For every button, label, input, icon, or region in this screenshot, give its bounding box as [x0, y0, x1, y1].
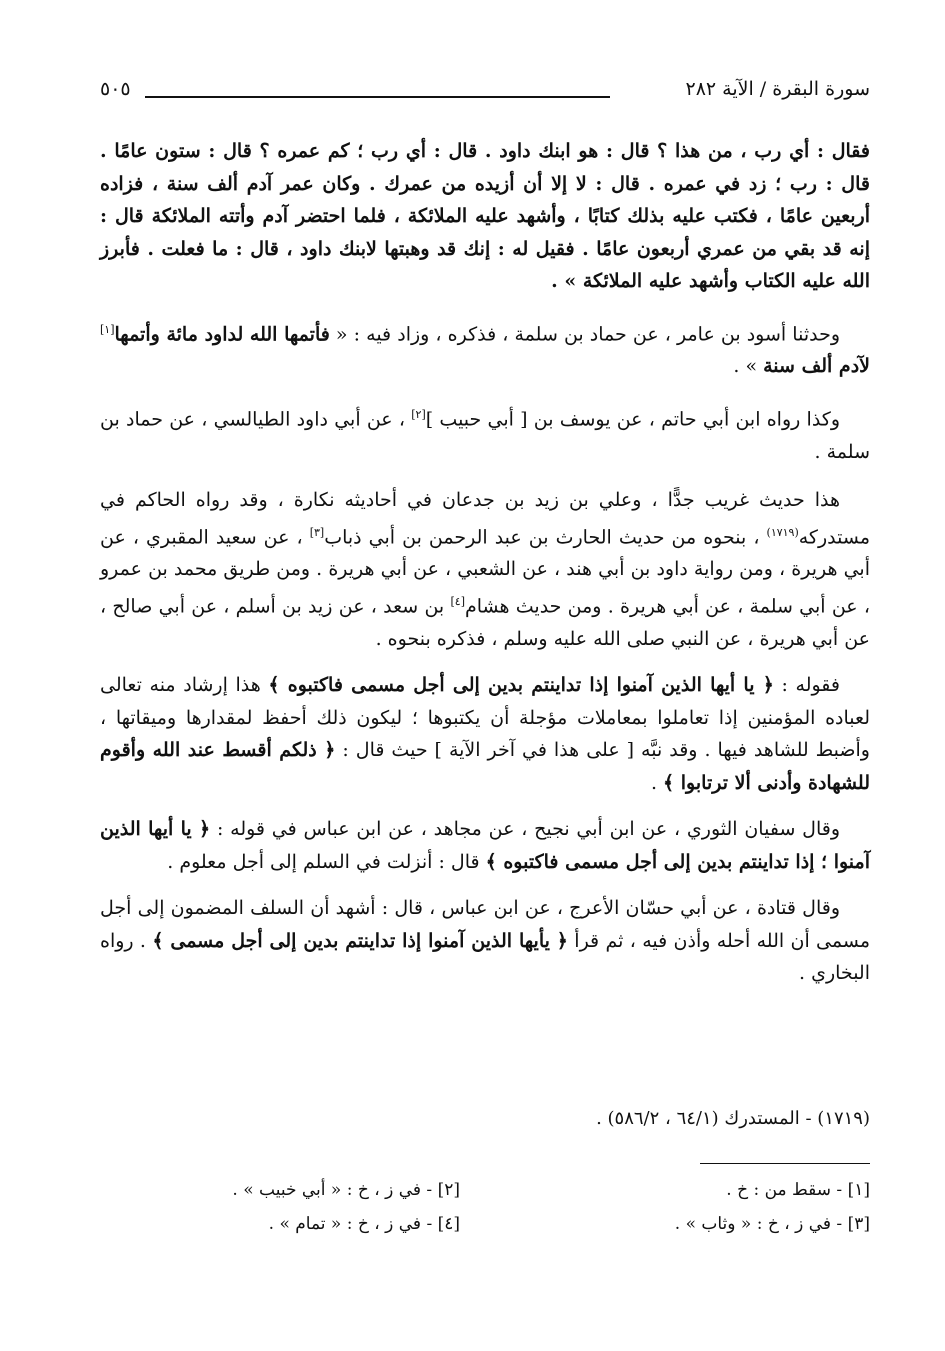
- paragraph-4-text-c: ، عن سعيد المقبري ، عن أبي هريرة ، ومن رواية داود بن أبي هند ، عن الشعبي ، عن أبي هريرة . ومن طريق محمد بن عمرو ، عن أبي سلمة ، عن أبي هريرة . ومن حديث هشام: [100, 525, 871, 618]
- page-number: ٥٠٥: [100, 78, 131, 100]
- note-4: [٤] - في ز ، خ : « تمام » .: [268, 1214, 460, 1234]
- notes-row-1: [100, 1180, 870, 1214]
- paragraph-5: [100, 669, 870, 799]
- note-1: [١] - سقط من : خ .: [726, 1180, 870, 1200]
- note-3: [٣] - في ز ، خ : « وثاب » .: [674, 1214, 870, 1234]
- surah-title: سورة البقرة / الآية ٢٨٢: [685, 78, 870, 100]
- paragraph-2-close: » .: [733, 355, 764, 378]
- verse-quote-4: ﴿ يأيها الذين آمنوا إذا تداينتم بدين إلى أجل مسمى ﴾: [152, 929, 568, 952]
- paragraph-2-text: وحدثنا أسود بن عامر ، عن حماد بن سلمة ، فذكره ، وزاد فيه : «: [329, 322, 840, 345]
- verse-quote-1: ﴿ يا أيها الذين آمنوا إذا تداينتم بدين إلى أجل مسمى فاكتبوه ﴾: [268, 674, 774, 697]
- note-ref-3: [٣]: [309, 525, 325, 539]
- paragraph-3-text-end: ، عن أبي داود الطيالسي ، عن حماد بن سلمة .: [100, 408, 870, 463]
- page-header: [100, 78, 870, 108]
- paragraph-6: [100, 813, 870, 878]
- editor-notes: [100, 1180, 870, 1248]
- paragraph-6-text-c: قال : أنزلت في السلم إلى أجل معلوم .: [167, 850, 486, 873]
- paragraph-5-text-c: هذا إرشاد منه تعالى لعباده المؤمنين إذا تعاملوا بمعاملات مؤجلة أن يكتبوها ؛ ليكون ذلك أحفظ لمقدارها وميقاتها ، وأضبط للشاهد فيها . وقد نبَّه [ على هذا في آخر الآية ] حيث قال :: [100, 674, 870, 762]
- paragraph-4-text-a: هذا حديث غريب جدًّا ، وعلي بن زيد بن جدعان في أحاديثه نكارة ، وقد رواه الحاكم في مستدركه: [100, 489, 870, 548]
- paragraph-1: فقال : أي رب ، من هذا ؟ قال : هو ابنك داود . قال : أي رب ؛ كم عمره ؟ قال : ستون عامًا . قال : رب ؛ زد في عمره . قال : لا إلا أن أزيده من عمرك . وكان عمر آدم ألف سنة ، فزاده أربعين عامًا ، فكتب عليه بذلك كتابًا ، وأشهد عليه الملائكة ، فلما احتضر آدم وأتته الملائكة قال : إنه قد بقي من عمري أربعون عامًا . فقيل له : إنك قد وهبتها لابنك داود ، قال : ما فعلت . فأبرز الله عليه الكتاب وأشهد عليه الملائكة » .: [100, 140, 870, 292]
- note-2: [٢] - في ز ، خ : « أبي خبيب » .: [232, 1180, 460, 1200]
- note-ref-2: [٢]: [411, 407, 426, 421]
- header-rule: [145, 96, 610, 98]
- paragraph-7-text-c: . رواه البخاري .: [100, 929, 870, 985]
- footnote-ref-1719: (١٧١٩): [766, 525, 799, 539]
- verse-quote-3: ﴿ يا أيها الذين آمنوا ؛ إذا تداينتم بدين إلى أجل مسمى فاكتبوه ﴾: [100, 818, 870, 873]
- paragraph-4-text-b: ، بنحوه من حديث الحارث بن عبد الرحمن بن أبي ذباب: [324, 525, 767, 548]
- main-text: [100, 135, 870, 990]
- note-ref-1: [١]: [100, 322, 115, 336]
- paragraph-2: [100, 314, 870, 383]
- paragraph-7-text-a: وقال قتادة ، عن أبي حسّان الأعرج ، عن ابن عباس ، قال : أشهد أن السلف المضمون إلى أجل مسمى أن الله أحله وأذن فيه ، ثم قرأ: [100, 897, 871, 952]
- paragraph-4: [100, 484, 870, 655]
- paragraph-3: [100, 399, 870, 468]
- paragraph-5-text-e: .: [650, 771, 664, 794]
- paragraph-5-text-a: فقوله :: [773, 674, 840, 697]
- verse-quote-2: ﴿ ذلكم أقسط عند الله وأقوم للشهادة وأدنى ألا ترتابوا ﴾: [100, 739, 870, 794]
- paragraph-2-quote-end: لآدم ألف سنة: [763, 355, 870, 378]
- paragraph-6-text-a: وقال سفيان الثوري ، عن ابن أبي نجيح ، عن مجاهد ، عن ابن عباس في قوله :: [210, 818, 840, 841]
- notes-row-2: [100, 1214, 870, 1248]
- paragraph-4-text-d: بن سعد ، عن زيد بن أسلم ، عن أبي صالح ، عن أبي هريرة ، عن النبي صلى الله عليه وسلم ، فذكره بنحوه .: [100, 595, 870, 650]
- footnote-1719: (١٧١٩) - المستدرك (٦٤/١ ، ٥٨٦/٢) .: [596, 1108, 870, 1129]
- note-ref-4: [٤]: [450, 594, 465, 608]
- paragraph-2-quote: فأتمها الله لداود مائة وأتمها: [114, 322, 330, 345]
- paragraph-7: [100, 892, 870, 990]
- paragraph-3-text: وكذا رواه ابن أبي حاتم ، عن يوسف بن [ أبي حبيب ]: [425, 408, 841, 431]
- footnotes-rule: [700, 1163, 870, 1164]
